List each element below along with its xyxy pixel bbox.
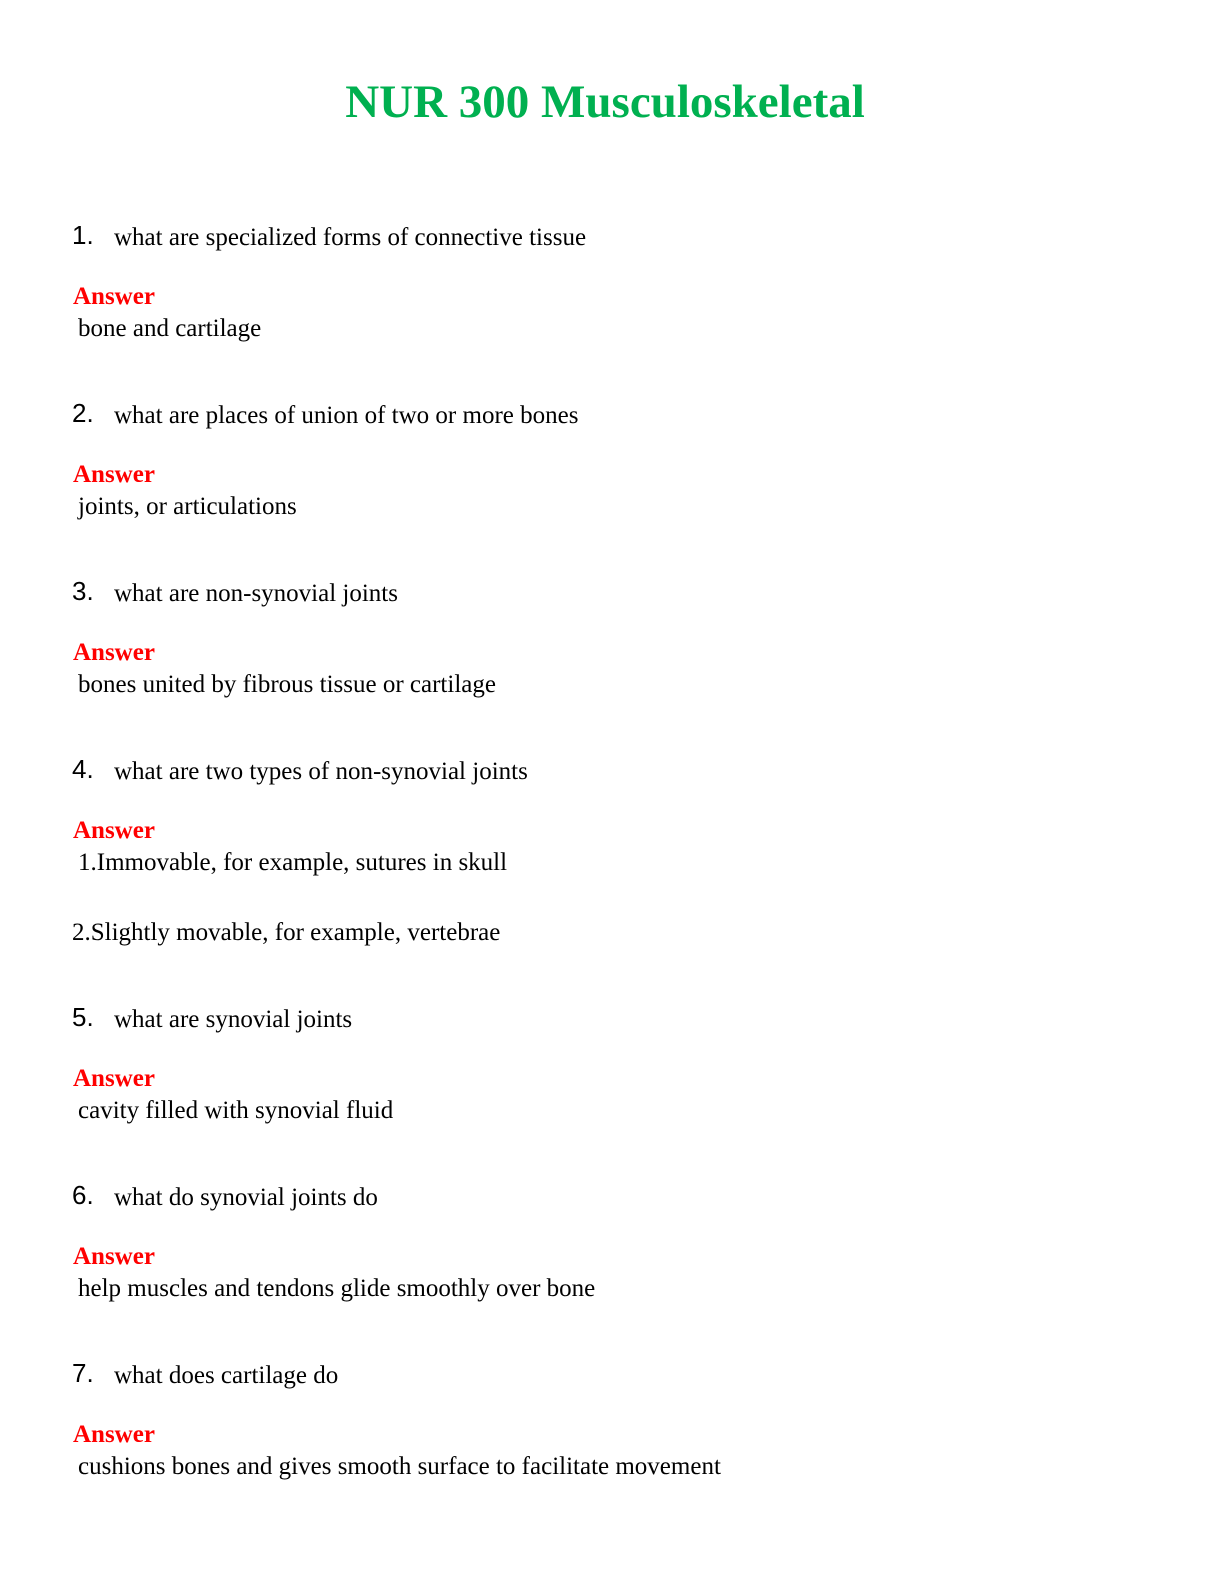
- answer-label: Answer: [73, 639, 155, 666]
- question-text: what are non-synovial joints: [114, 580, 398, 607]
- answer-label: Answer: [73, 1243, 155, 1270]
- question-text: what are synovial joints: [114, 1006, 353, 1033]
- question-number: 3.: [72, 576, 94, 606]
- question-number: 5.: [72, 1002, 94, 1032]
- answer-text: help muscles and tendons glide smoothly over bone: [78, 1275, 596, 1302]
- question-text: what do synovial joints do: [114, 1184, 378, 1211]
- answer-text: cavity filled with synovial fluid: [78, 1097, 394, 1124]
- answer-label: Answer: [73, 283, 155, 310]
- question-text: what are two types of non-synovial joints: [114, 758, 528, 785]
- question-number: 6.: [72, 1180, 94, 1210]
- answer-text: 1.Immovable, for example, sutures in skull: [78, 849, 508, 876]
- answer-text: joints, or articulations: [78, 493, 297, 520]
- answer-label: Answer: [73, 461, 155, 488]
- answer-text-continued: 2.Slightly movable, for example, vertebrae: [72, 919, 501, 946]
- question-number: 4.: [72, 754, 94, 784]
- answer-text: cushions bones and gives smooth surface to facilitate movement: [78, 1453, 721, 1480]
- question-text: what are places of union of two or more bones: [114, 402, 579, 429]
- answer-label: Answer: [73, 1065, 155, 1092]
- question-text: what does cartilage do: [114, 1362, 339, 1389]
- answer-text: bone and cartilage: [78, 315, 262, 342]
- question-text: what are specialized forms of connective tissue: [114, 224, 587, 251]
- question-number: 1.: [72, 220, 94, 250]
- document-title: NUR 300 Musculoskeletal: [345, 76, 865, 128]
- question-number: 7.: [72, 1358, 94, 1388]
- answer-text: bones united by fibrous tissue or cartilage: [78, 671, 496, 698]
- question-number: 2.: [72, 398, 94, 428]
- answer-label: Answer: [73, 817, 155, 844]
- answer-label: Answer: [73, 1421, 155, 1448]
